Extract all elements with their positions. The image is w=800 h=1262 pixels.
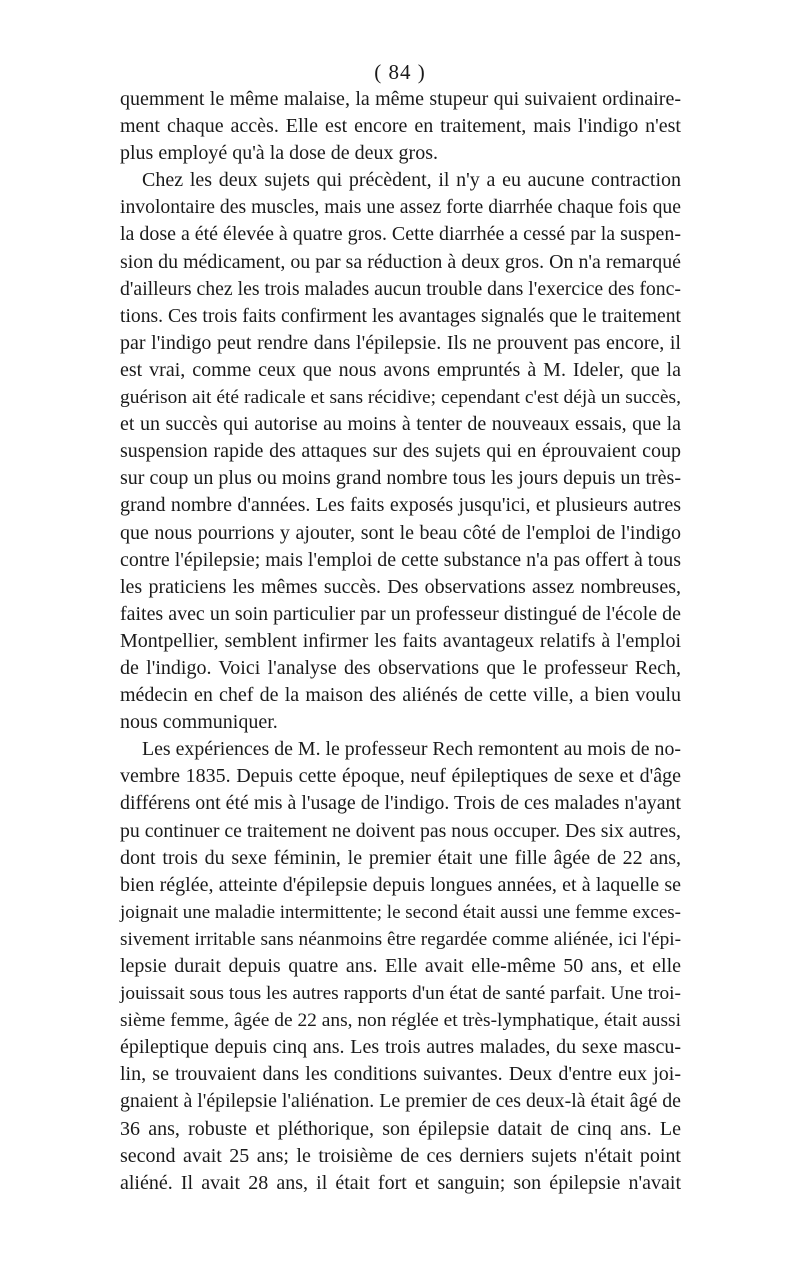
text-line: ment chaque accès. Elle est encore en traitement, mais l'indigo n'est bbox=[120, 115, 681, 138]
text-line: différens ont été mis à l'usage de l'indigo. Trois de ces malades n'ayant bbox=[120, 792, 681, 815]
text-line: par l'indigo peut rendre dans l'épilepsie. Ils ne prouvent pas encore, il bbox=[120, 331, 681, 354]
text-line: bien réglée, atteinte d'épilepsie depuis longues années, et à laquelle se bbox=[120, 873, 681, 896]
text-line: Chez les deux sujets qui précèdent, il n'y a eu aucune contraction bbox=[142, 169, 681, 192]
text-line: faites avec un soin particulier par un professeur distingué de l'école de bbox=[120, 602, 681, 625]
text-line: second avait 25 ans; le troisième de ces derniers sujets n'était point bbox=[120, 1144, 681, 1167]
text-line: nous communiquer. bbox=[120, 711, 278, 734]
text-line: involontaire des muscles, mais une assez forte diarrhée chaque fois que bbox=[120, 196, 681, 219]
text-line: sion du médicament, ou par sa réduction à deux gros. On n'a remarqué bbox=[120, 250, 681, 273]
text-line: tions. Ces trois faits confirment les avantages signalés que le traitement bbox=[120, 305, 681, 327]
text-line: guérison ait été radicale et sans récidive; cependant c'est déjà un succès, bbox=[120, 387, 681, 409]
text-line: jouissait sous tous les autres rapports d'un état de santé parfait. Une troi- bbox=[120, 983, 681, 1005]
text-line: gnaient à l'épilepsie l'aliénation. Le premier de ces deux-là était âgé de bbox=[120, 1090, 681, 1113]
paragraph bbox=[120, 86, 681, 167]
text-line: d'ailleurs chez les trois malades aucun trouble dans l'exercice des fonc- bbox=[120, 277, 681, 300]
text-line: est vrai, comme ceux que nous avons empruntés à M. Ideler, que la bbox=[120, 358, 681, 381]
text-line: lin, se trouvaient dans les conditions suivantes. Deux d'entre eux joi- bbox=[120, 1063, 681, 1086]
body-text bbox=[120, 86, 681, 1197]
text-line: 36 ans, robuste et pléthorique, son épilepsie datait de cinq ans. Le bbox=[120, 1117, 681, 1140]
text-line: suspension rapide des attaques sur des sujets qui en éprouvaient coup bbox=[120, 440, 681, 463]
text-line: joignait une maladie intermittente; le second était aussi une femme exces- bbox=[120, 901, 681, 923]
text-line: sur coup un plus ou moins grand nombre tous les jours depuis un très- bbox=[120, 467, 681, 490]
page-number: ( 84 ) bbox=[374, 60, 426, 84]
text-line: lepsie durait depuis quatre ans. Elle avait elle-même 50 ans, et elle bbox=[120, 955, 681, 977]
text-line: sivement irritable sans néanmoins être regardée comme aliénée, ici l'épi- bbox=[120, 928, 681, 950]
text-line: Montpellier, semblent infirmer les faits avantageux relatifs à l'emploi bbox=[120, 629, 681, 652]
text-line: épileptique depuis cinq ans. Les trois autres malades, du sexe mascu- bbox=[120, 1036, 681, 1059]
paragraph bbox=[120, 167, 681, 736]
text-line: que nous pourrions y ajouter, sont le beau côté de l'emploi de l'indigo bbox=[120, 521, 681, 544]
text-line: aliéné. Il avait 28 ans, il était fort et sanguin; son épilepsie n'avait bbox=[120, 1171, 681, 1194]
text-line: la dose a été élevée à quatre gros. Cette diarrhée a cessé par la suspen- bbox=[120, 223, 681, 246]
text-line: sième femme, âgée de 22 ans, non réglée et très-lymphatique, était aussi bbox=[120, 1010, 681, 1032]
text-line: les praticiens les mêmes succès. Des observations assez nombreuses, bbox=[120, 575, 681, 598]
text-line: Les expériences de M. le professeur Rech remontent au mois de no- bbox=[142, 738, 681, 761]
paragraph bbox=[120, 736, 681, 1197]
text-line: quemment le même malaise, la même stupeur qui suivaient ordinaire- bbox=[120, 88, 681, 110]
text-line: dont trois du sexe féminin, le premier était une fille âgée de 22 ans, bbox=[120, 846, 681, 869]
text-line: plus employé qu'à la dose de deux gros. bbox=[120, 142, 438, 165]
text-line: pu continuer ce traitement ne doivent pas nous occuper. Des six autres, bbox=[120, 819, 681, 842]
text-line: contre l'épilepsie; mais l'emploi de cette substance n'a pas offert à tous bbox=[120, 548, 681, 571]
text-line: médecin en chef de la maison des aliénés de cette ville, a bien voulu bbox=[120, 684, 681, 707]
text-line: et un succès qui autorise au moins à tenter de nouveaux essais, que la bbox=[120, 413, 681, 436]
text-line: vembre 1835. Depuis cette époque, neuf épileptiques de sexe et d'âge bbox=[120, 765, 681, 788]
text-line: de l'indigo. Voici l'analyse des observations que le professeur Rech, bbox=[120, 656, 681, 679]
text-line: grand nombre d'années. Les faits exposés jusqu'ici, et plusieurs autres bbox=[120, 494, 681, 517]
